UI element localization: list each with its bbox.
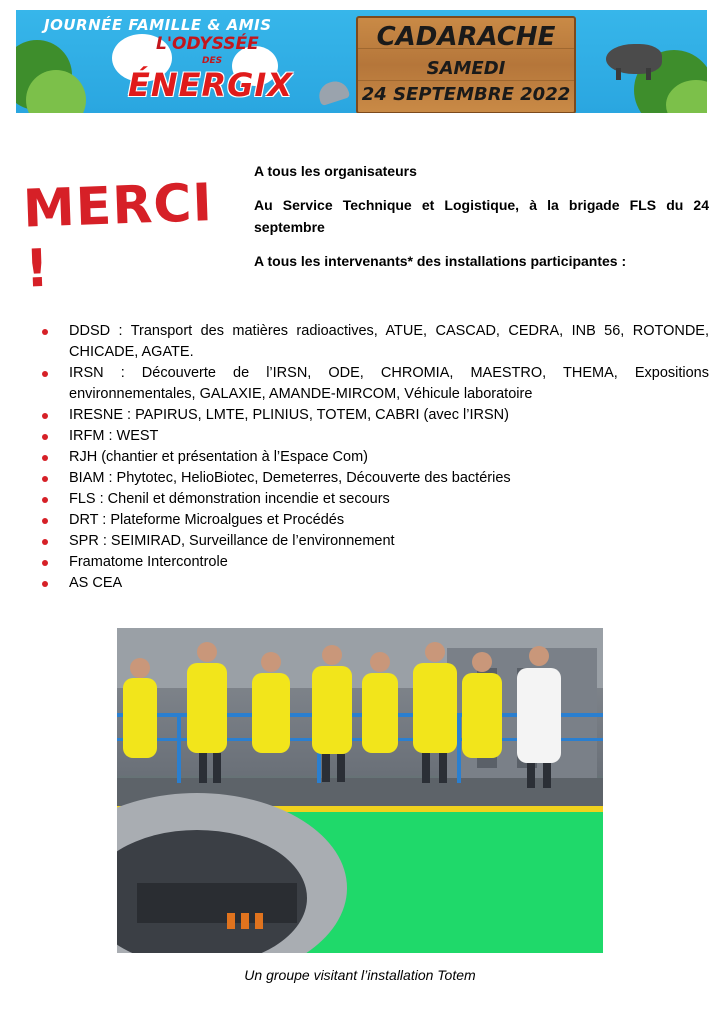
list-item bbox=[42, 447, 709, 468]
list-item bbox=[42, 363, 709, 405]
intro-intervenants: A tous les intervenants* des installations participantes : bbox=[254, 253, 627, 269]
bullet-icon bbox=[42, 560, 48, 566]
bullet-icon bbox=[42, 329, 48, 335]
sign-date: 24 SEPTEMBRE 2022 bbox=[361, 84, 571, 105]
list-item-text: BIAM : Phytotec, HelioBiotec, Demeterres, Découverte des bactéries bbox=[69, 470, 511, 486]
sign-day: SAMEDI bbox=[426, 58, 506, 79]
list-item bbox=[42, 552, 709, 573]
list-item bbox=[42, 531, 709, 552]
photo-caption: Un groupe visitant l’installation Totem bbox=[244, 967, 476, 983]
bullet-icon bbox=[42, 539, 48, 545]
group-photo bbox=[117, 628, 603, 953]
list-item bbox=[42, 426, 709, 447]
intro-service: Au Service Technique et Logistique, à la brigade FLS du 24 septembre bbox=[254, 197, 709, 235]
list-item-text: FLS : Chenil et démonstration incendie et secours bbox=[69, 491, 390, 507]
list-item bbox=[42, 573, 709, 594]
list-item-text: IRSN : Découverte de l’IRSN, ODE, CHROMIA, MAESTRO, THEMA, Expositions environnementales, GALAXIE, AMANDE-MIRCOM, Véhicule laboratoire bbox=[69, 365, 709, 402]
list-item-text: AS CEA bbox=[69, 575, 123, 591]
list-item-text: SPR : SEIMIRAD, Surveillance de l’environnement bbox=[69, 533, 395, 549]
intro-organisers: A tous les organisateurs bbox=[254, 163, 417, 179]
list-item bbox=[42, 468, 709, 489]
list-item-text: DDSD : Transport des matières radioactives, ATUE, CASCAD, CEDRA, INB 56, ROTONDE, CHICADE, AGATE. bbox=[69, 323, 709, 360]
bullet-icon bbox=[42, 518, 48, 524]
bullet-icon bbox=[42, 497, 48, 503]
participants-list bbox=[42, 321, 709, 594]
event-banner bbox=[16, 10, 707, 113]
bullet-icon bbox=[42, 413, 48, 419]
bullet-icon bbox=[42, 371, 48, 377]
sign-place: CADARACHE bbox=[376, 22, 556, 52]
bullet-icon bbox=[42, 455, 48, 461]
list-item-text: DRT : Plateforme Microalgues et Procédés bbox=[69, 512, 345, 528]
list-item-text: RJH (chantier et présentation à l’Espace Com) bbox=[69, 449, 368, 465]
photo-illustration bbox=[117, 628, 603, 953]
list-item bbox=[42, 510, 709, 531]
list-item-text: IRESNE : PAPIRUS, LMTE, PLINIUS, TOTEM, CABRI (avec l’IRSN) bbox=[69, 407, 509, 423]
event-line: JOURNÉE FAMILLE & AMIS bbox=[44, 16, 272, 34]
logo-line-2: DES bbox=[202, 56, 223, 66]
wood-sign bbox=[356, 16, 576, 113]
bullet-icon bbox=[42, 581, 48, 587]
bullet-icon bbox=[42, 434, 48, 440]
list-item-text: Framatome Intercontrole bbox=[69, 554, 228, 570]
list-item bbox=[42, 489, 709, 510]
list-item bbox=[42, 321, 709, 363]
logo-line-3: ÉNERGIX bbox=[128, 66, 293, 104]
list-item-text: IRFM : WEST bbox=[69, 428, 159, 444]
logo-line-1: L'ODYSSÉE bbox=[156, 34, 259, 54]
merci-heading: MERCI ! bbox=[21, 173, 214, 300]
bullet-icon bbox=[42, 476, 48, 482]
list-item bbox=[42, 405, 709, 426]
helmet-icon bbox=[316, 78, 351, 106]
boar-icon bbox=[606, 44, 662, 74]
